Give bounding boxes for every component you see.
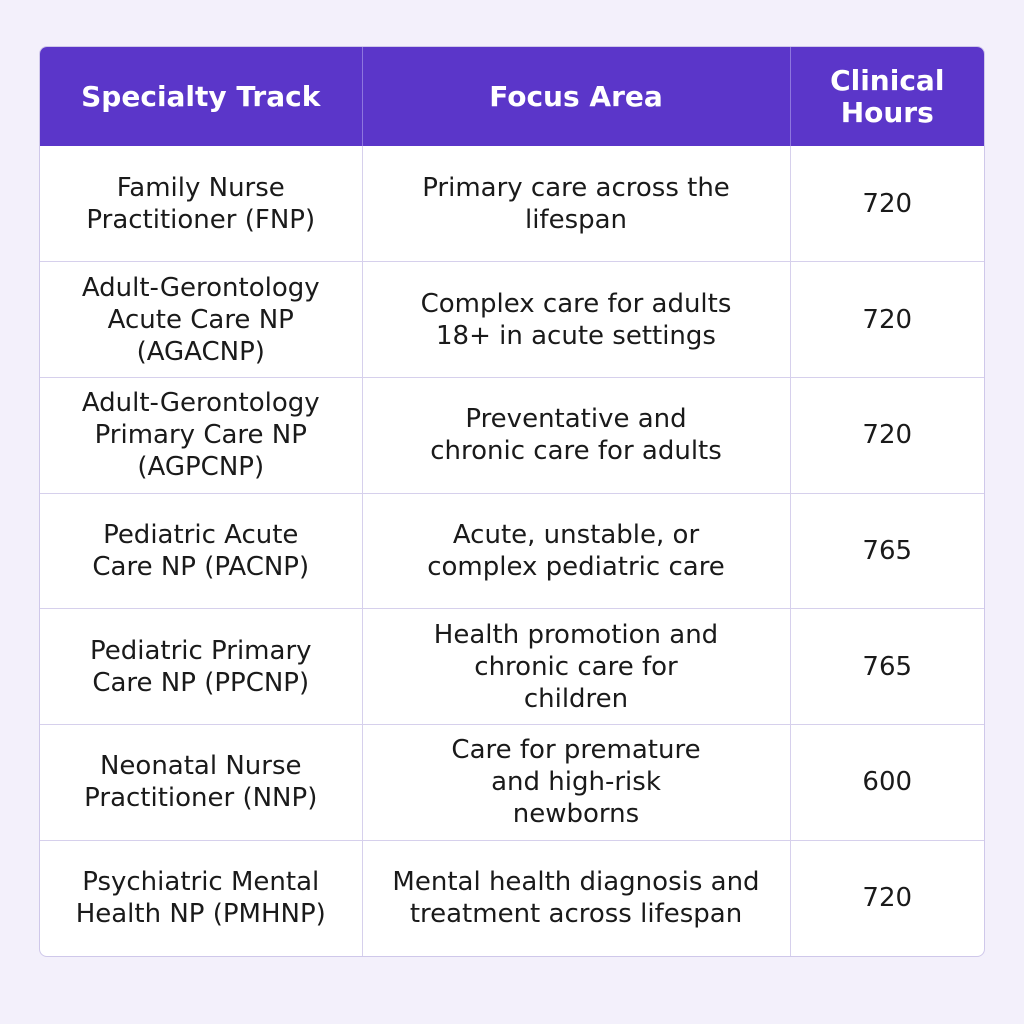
header-clinical-hours — [790, 47, 984, 146]
focus-text: Mental health diagnosis and treatment across lifespan — [392, 867, 760, 930]
table-row — [40, 493, 984, 609]
header-specialty-track: Specialty Track — [40, 47, 362, 146]
cell-focus — [362, 146, 790, 262]
cell-specialty — [40, 493, 362, 609]
cell-hours: 720 — [790, 377, 984, 493]
cell-focus — [362, 493, 790, 609]
specialty-text: Psychiatric Mental Health NP (PMHNP) — [75, 867, 326, 930]
cell-focus — [362, 262, 790, 378]
focus-text: Acute, unstable, or complex pediatric care — [427, 519, 725, 582]
table-row — [40, 609, 984, 725]
table-row — [40, 840, 984, 956]
header-focus-area: Focus Area — [362, 47, 790, 146]
cell-focus — [362, 377, 790, 493]
cell-specialty — [40, 609, 362, 725]
specialty-text: Pediatric Acute Care NP (PACNP) — [92, 519, 310, 582]
focus-text: Complex care for adults 18+ in acute settings — [420, 288, 732, 351]
specialty-text: Pediatric Primary Care NP (PPCNP) — [89, 635, 312, 698]
focus-text: Care for premature and high-risk newborns — [451, 735, 701, 830]
table-row — [40, 377, 984, 493]
cell-hours: 600 — [790, 725, 984, 841]
cell-focus — [362, 840, 790, 956]
header-clinical-hours-label: Clinical Hours — [830, 63, 945, 129]
cell-hours: 765 — [790, 609, 984, 725]
table-body — [40, 146, 984, 956]
cell-specialty — [40, 725, 362, 841]
focus-text: Health promotion and chronic care for children — [433, 619, 719, 714]
specialty-text: Neonatal Nurse Practitioner (NNP) — [84, 751, 318, 814]
cell-specialty — [40, 377, 362, 493]
cell-specialty — [40, 262, 362, 378]
table-row — [40, 262, 984, 378]
table-row — [40, 725, 984, 841]
cell-hours: 765 — [790, 493, 984, 609]
specialty-table — [40, 47, 984, 956]
table-header — [40, 47, 984, 146]
focus-text: Preventative and chronic care for adults — [430, 404, 722, 467]
cell-hours: 720 — [790, 840, 984, 956]
specialty-text: Adult-Gerontology Acute Care NP (AGACNP) — [81, 272, 320, 367]
cell-focus — [362, 725, 790, 841]
table-row — [40, 146, 984, 262]
focus-text: Primary care across the lifespan — [422, 172, 730, 235]
cell-focus — [362, 609, 790, 725]
specialty-text: Adult-Gerontology Primary Care NP (AGPCNP) — [81, 388, 320, 483]
specialty-table-card — [39, 46, 985, 957]
cell-specialty — [40, 146, 362, 262]
cell-specialty — [40, 840, 362, 956]
cell-hours: 720 — [862, 188, 913, 219]
specialty-text: Family Nurse Practitioner (FNP) — [86, 172, 316, 235]
header-row — [40, 47, 984, 146]
cell-hours: 720 — [790, 262, 984, 378]
